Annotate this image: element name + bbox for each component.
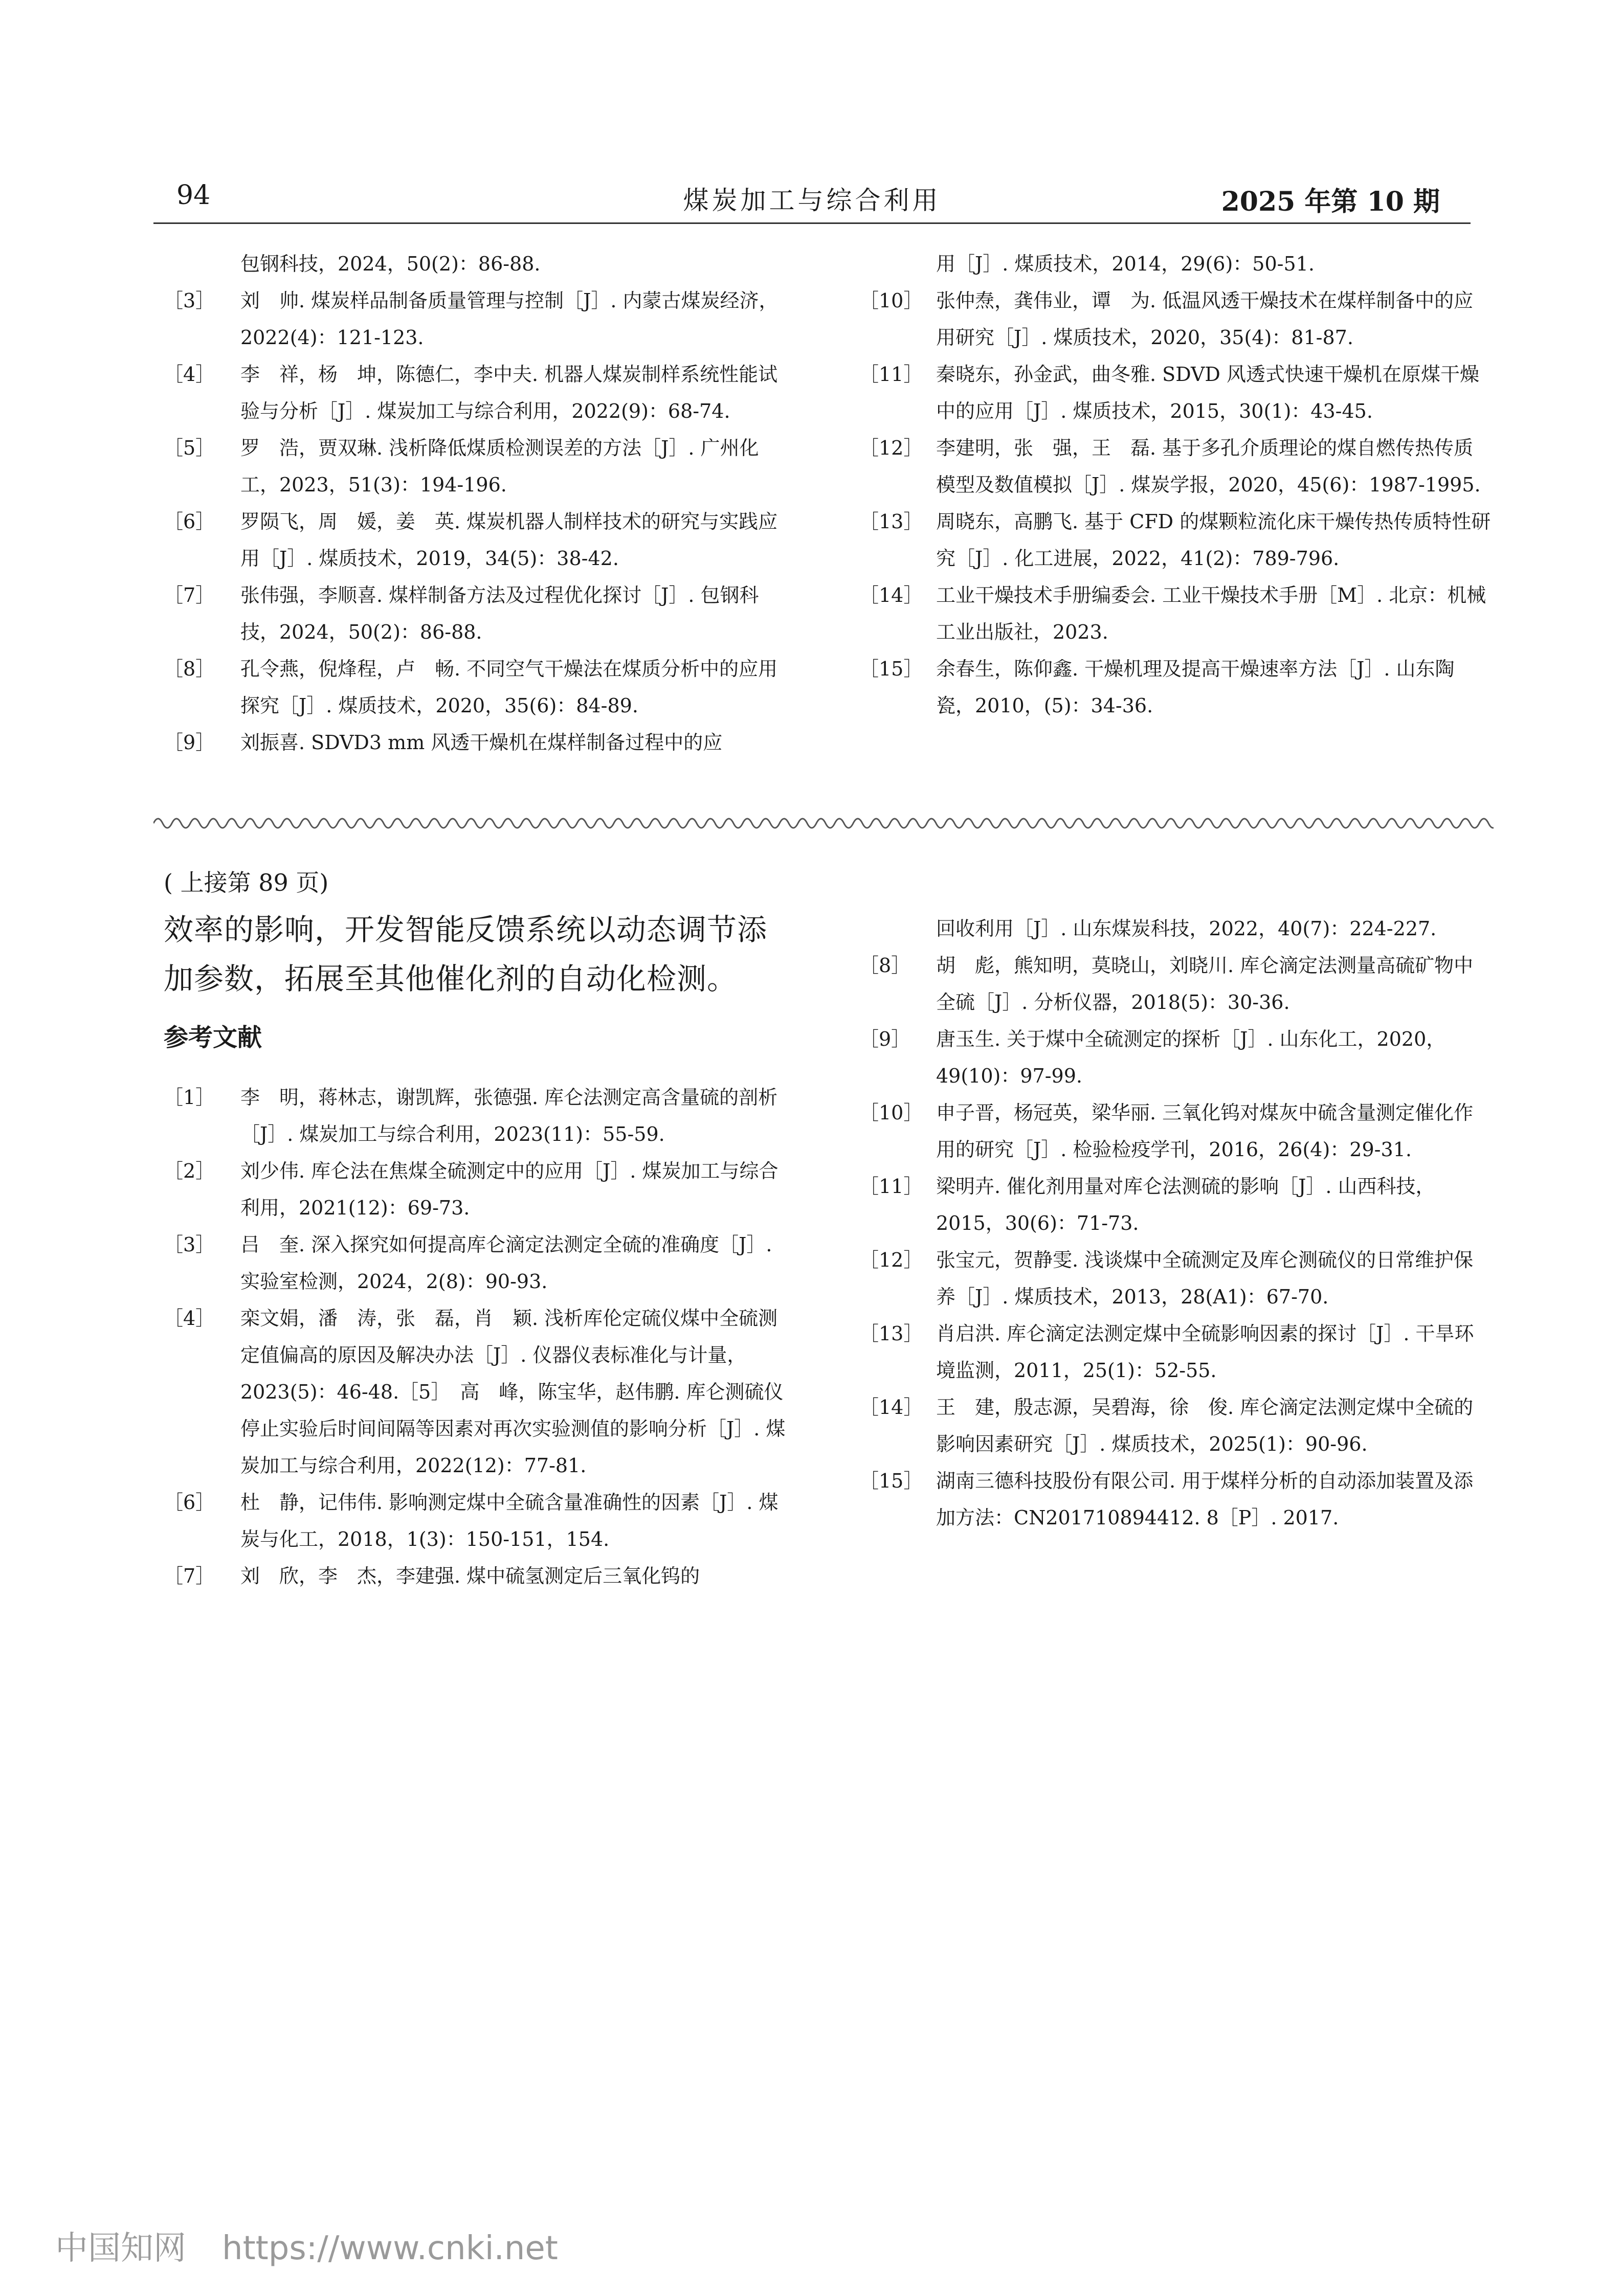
reference-text: 肖启洪. 库仑滴定法测定煤中全硫影响因素的探讨［J］. 干旱环境监测，2011，25(1)：52-55. <box>936 1322 1474 1382</box>
reference-number: ［8］ <box>164 658 215 680</box>
wavy-divider <box>153 813 1494 834</box>
journal-title: 煤炭加工与综合利用 <box>683 186 941 215</box>
reference-item <box>164 356 795 430</box>
reference-item <box>859 577 1491 650</box>
cnki-watermark <box>55 2222 594 2269</box>
reference-continuation: 回收利用［J］. 山东煤炭科技，2022，40(7)：224-227. <box>936 917 1437 940</box>
reference-item <box>164 1300 795 1484</box>
reference-text: 湖南三德科技股份有限公司. 用于煤样分析的自动添加装置及添加方法：CN201710894412. 8［P］. 2017. <box>936 1470 1474 1529</box>
reference-number: ［3］ <box>164 1233 215 1256</box>
reference-text: 申子晋，杨冠英，梁华丽. 三氧化钨对煤灰中硫含量测定催化作用的研究［J］. 检验检疫学刊，2016，26(4)：29-31. <box>936 1101 1474 1161</box>
reference-text: 栾文娟，潘 涛，张 磊，肖 颖. 浅析库伦定硫仪煤中全硫测定值偏高的原因及解决办法［J］. 仪器仪表标准化与计量，2023(5)：46-48.［5］ 高 峰，陈宝华，赵伟鹏. 库仑测硫仪停止实验后时间间隔等因素对再次实验测值的影响分析［J］. 煤炭加工与综合利用，2022(12)：77-81. <box>240 1307 786 1477</box>
reference-text: 秦晓东，孙金武，曲冬雅. SDVD 风透式快速干燥机在原煤干燥中的应用［J］. 煤质技术，2015，30(1)：43-45. <box>936 363 1479 422</box>
reference-item <box>164 577 795 650</box>
reference-text: 刘少伟. 库仑法在焦煤全硫测定中的应用［J］. 煤炭加工与综合利用，2021(12)：69-73. <box>240 1160 778 1219</box>
reference-item <box>859 503 1491 577</box>
reference-item <box>164 430 795 503</box>
reference-text: 罗陨飞，周 媛，姜 英. 煤炭机器人制样技术的研究与实践应用［J］. 煤质技术，2019，34(5)：38-42. <box>240 510 778 570</box>
reference-number: ［10］ <box>859 1101 923 1124</box>
reference-text: 罗 浩，贾双琳. 浅析降低煤质检测误差的方法［J］. 广州化工，2023，51(3)：194-196. <box>240 437 759 496</box>
reference-number: ［8］ <box>859 954 911 977</box>
issue-label: 2025 年第 10 期 <box>1221 186 1440 217</box>
reference-number: ［6］ <box>164 510 215 533</box>
reference-item <box>859 1094 1491 1168</box>
reference-number: ［3］ <box>164 289 215 312</box>
continued-from-label: ( 上接第 89 页) <box>164 869 329 896</box>
reference-item <box>859 1315 1491 1389</box>
reference-number: ［13］ <box>859 1322 923 1345</box>
reference-item <box>164 282 795 356</box>
reference-text: 杜 静，记伟伟. 影响测定煤中全硫含量准确性的因素［J］. 煤炭与化工，2018，1(3)：150-151，154. <box>240 1491 778 1550</box>
reference-item <box>859 947 1491 1021</box>
reference-continuation: 用［J］. 煤质技术，2014，29(6)：50-51. <box>936 253 1315 275</box>
reference-item <box>164 1484 795 1558</box>
reference-item <box>859 282 1491 356</box>
reference-item <box>859 1168 1491 1242</box>
reference-number: ［7］ <box>164 584 215 606</box>
reference-text: 吕 奎. 深入探究如何提高库仑滴定法测定全硫的准确度［J］. 实验室检测，2024，2(8)：90-93. <box>240 1233 772 1293</box>
reference-number: ［10］ <box>859 289 923 312</box>
reference-item <box>164 1558 795 1594</box>
reference-text: 周晓东，高鹏飞. 基于 CFD 的煤颗粒流化床干燥传热传质特性研究［J］. 化工进展，2022，41(2)：789-796. <box>936 510 1491 570</box>
reference-text: 张宝元，贺静雯. 浅谈煤中全硫测定及库仑测硫仪的日常维护保养［J］. 煤质技术，2013，28(A1)：67-70. <box>936 1249 1474 1308</box>
reference-item <box>859 1242 1491 1315</box>
bottom-left-column <box>164 1079 795 1594</box>
reference-text: 梁明卉. 催化剂用量对库仑法测硫的影响［J］. 山西科技，2015，30(6)：71-73. <box>936 1175 1435 1234</box>
reference-item <box>859 650 1491 724</box>
reference-text: 李建明，张 强，王 磊. 基于多孔介质理论的煤自燃传热传质模型及数值模拟［J］. 煤炭学报，2020，45(6)：1987-1995. <box>936 437 1481 496</box>
reference-number: ［11］ <box>859 1175 923 1198</box>
reference-number: ［7］ <box>164 1565 215 1587</box>
reference-number: ［12］ <box>859 1249 923 1271</box>
reference-number: ［6］ <box>164 1491 215 1514</box>
reference-item <box>164 1153 795 1226</box>
reference-number: ［2］ <box>164 1160 215 1182</box>
reference-text: 唐玉生. 关于煤中全硫测定的探析［J］. 山东化工，2020，49(10)：97-99. <box>936 1028 1446 1087</box>
reference-item <box>859 1389 1491 1462</box>
reference-item <box>164 650 795 724</box>
reference-number: ［11］ <box>859 363 923 386</box>
reference-text: 王 建，殷志源，吴碧海，徐 俊. 库仑滴定法测定煤中全硫的影响因素研究［J］. 煤质技术，2025(1)：90-96. <box>936 1396 1474 1455</box>
reference-number: ［5］ <box>164 437 215 459</box>
top-left-column <box>164 245 795 761</box>
watermark-site-name: 中国知网 <box>55 2230 186 2267</box>
reference-text: 孔令燕，倪烽程，卢 畅. 不同空气干燥法在煤质分析中的应用探究［J］. 煤质技术，2020，35(6)：84-89. <box>240 658 778 717</box>
top-right-column <box>859 245 1491 724</box>
reference-number: ［14］ <box>859 584 923 606</box>
reference-text: 工业干燥技术手册编委会. 工业干燥技术手册［M］. 北京：机械工业出版社，2023. <box>936 584 1486 643</box>
page-header <box>153 174 1471 222</box>
reference-text: 刘振喜. SDVD3 mm 风透干燥机在煤样制备过程中的应 <box>240 731 723 754</box>
reference-number: ［4］ <box>164 363 215 386</box>
header-rule <box>153 222 1471 224</box>
reference-item <box>859 430 1491 503</box>
reference-text: 余春生，陈仰鑫. 干燥机理及提高干燥速率方法［J］. 山东陶瓷，2010，(5)：34-36. <box>936 658 1455 717</box>
watermark-url: https://www.cnki.net <box>222 2230 558 2267</box>
reference-text: 刘 帅. 煤炭样品制备质量管理与控制［J］. 内蒙古煤炭经济，2022(4)：121-123. <box>240 289 778 349</box>
reference-number: ［13］ <box>859 510 923 533</box>
reference-number: ［15］ <box>859 1470 923 1492</box>
reference-item <box>164 1226 795 1300</box>
bottom-right-column <box>859 910 1491 1536</box>
reference-text: 张仲焘，龚伟业，谭 为. 低温风透干燥技术在煤样制备中的应用研究［J］. 煤质技术，2020，35(4)：81-87. <box>936 289 1474 349</box>
reference-number: ［14］ <box>859 1396 923 1419</box>
reference-item <box>164 503 795 577</box>
reference-text: 张伟强，李顺喜. 煤样制备方法及过程优化探讨［J］. 包钢科技，2024，50(2)：86-88. <box>240 584 759 643</box>
reference-number: ［12］ <box>859 437 923 459</box>
reference-number: ［9］ <box>859 1028 911 1050</box>
continued-paragraph: 效率的影响，开发智能反馈系统以动态调节添加参数，拓展至其他催化剂的自动化检测。 <box>164 912 768 996</box>
reference-item <box>164 1079 795 1153</box>
reference-item <box>859 1462 1491 1536</box>
reference-item <box>164 724 795 761</box>
reference-text: 李 明，蒋林志，谢凯辉，张德强. 库仑法测定高含量硫的剖析［J］. 煤炭加工与综合利用，2023(11)：55-59. <box>240 1086 778 1145</box>
reference-text: 胡 彪，熊知明，莫晓山，刘晓川. 库仑滴定法测量高硫矿物中全硫［J］. 分析仪器，2018(5)：30-36. <box>936 954 1474 1014</box>
reference-text: 刘 欣，李 杰，李建强. 煤中硫氢测定后三氧化钨的 <box>240 1565 700 1587</box>
reference-number: ［4］ <box>164 1307 215 1330</box>
reference-continuation: 包钢科技，2024，50(2)：86-88. <box>240 253 541 275</box>
page-number: 94 <box>176 180 211 211</box>
reference-number: ［15］ <box>859 658 923 680</box>
reference-number: ［1］ <box>164 1086 215 1109</box>
references-heading: 参考文献 <box>164 1023 262 1052</box>
reference-item <box>859 1021 1491 1094</box>
reference-item <box>859 356 1491 430</box>
reference-text: 李 祥，杨 坤，陈德仁，李中夫. 机器人煤炭制样系统性能试验与分析［J］. 煤炭加工与综合利用，2022(9)：68-74. <box>240 363 778 422</box>
reference-number: ［9］ <box>164 731 215 754</box>
